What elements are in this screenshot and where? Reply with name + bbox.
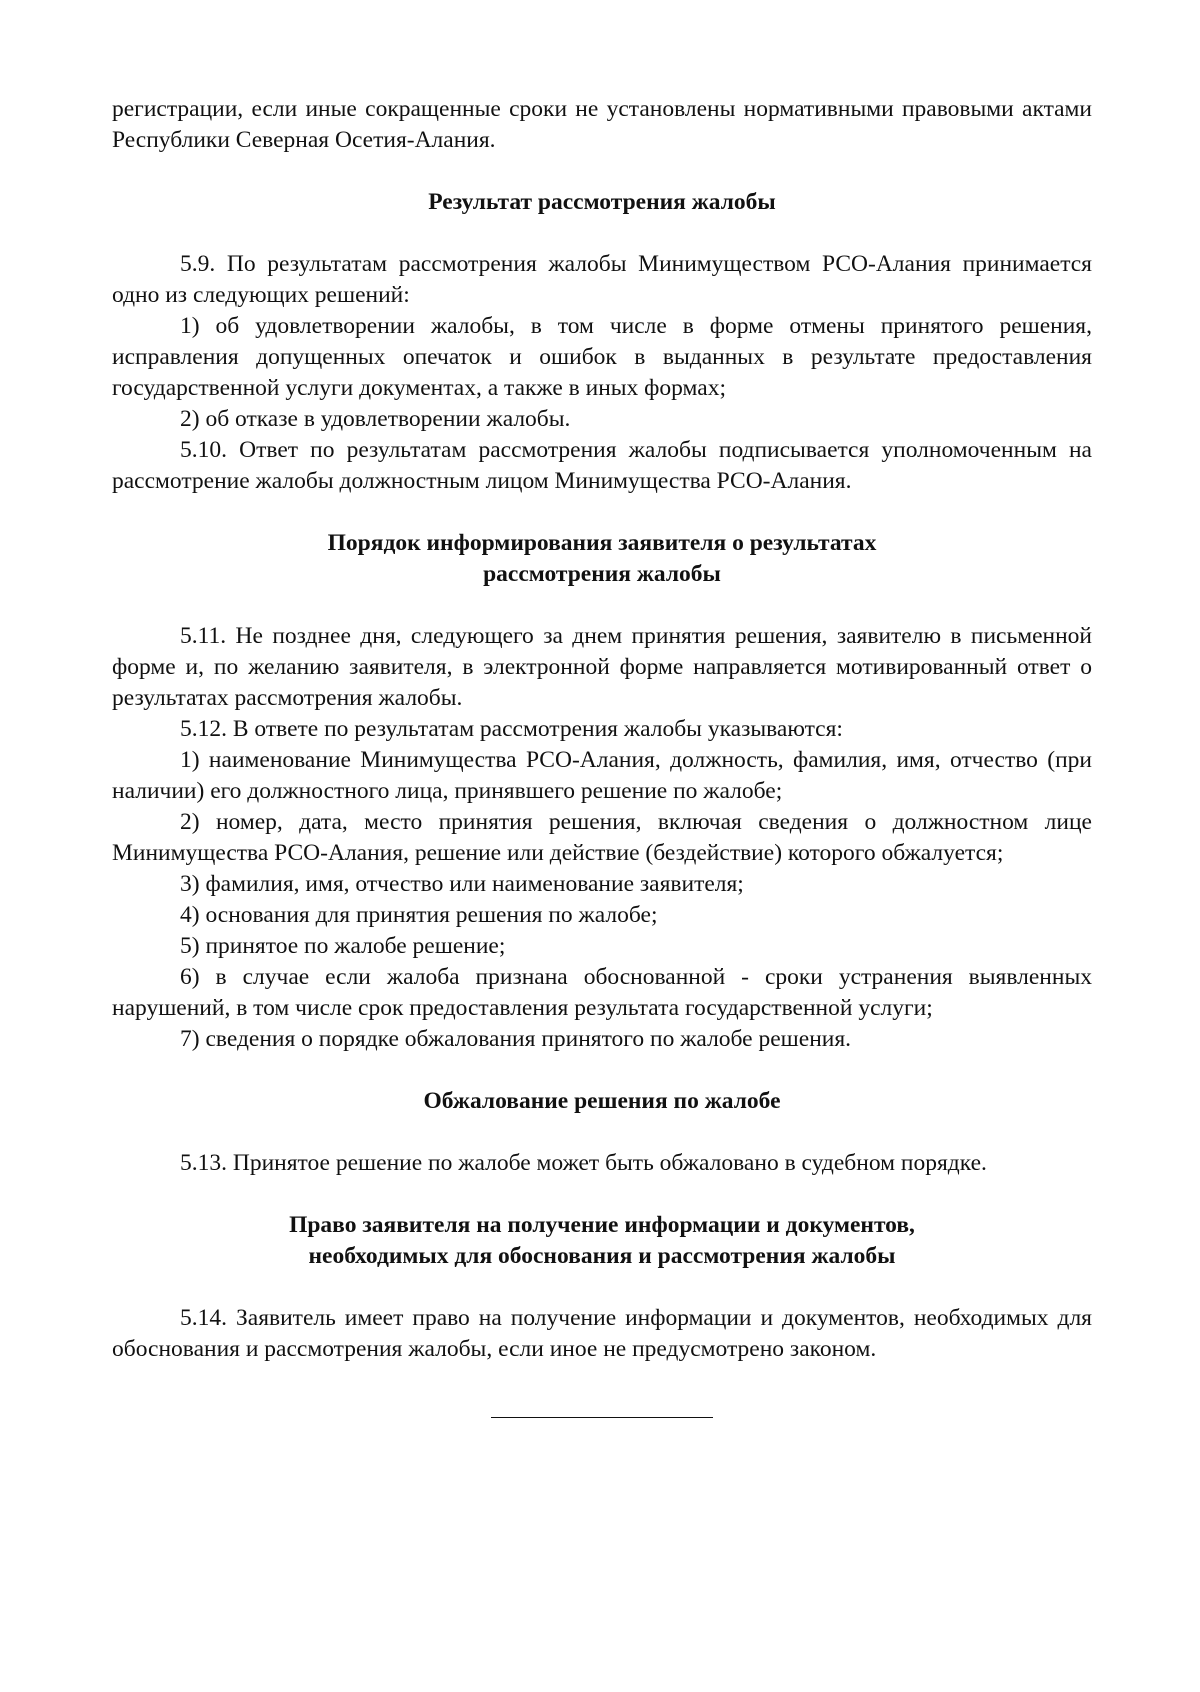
heading-right-line-1: Право заявителя на получение информации и документов, [289, 1212, 915, 1238]
paragraph-5-12-item-1: 1) наименование Минимущества РСО-Алания, должность, фамилия, имя, отчество (при наличии) его должностного лица, принявшего решение по жалобе; [112, 747, 1092, 804]
paragraph-5-9-item-2: 2) об отказе в удовлетворении жалобы. [180, 406, 571, 432]
heading-informing-applicant [112, 528, 1092, 590]
paragraph-5-12-item-7: 7) сведения о порядке обжалования принятого по жалобе решения. [180, 1026, 852, 1052]
paragraph-5-12: 5.12. В ответе по результатам рассмотрения жалобы указываются: [180, 716, 843, 742]
document-page [112, 94, 1092, 1418]
heading-informing-line-2: рассмотрения жалобы [483, 561, 721, 587]
paragraph-5-12-item-3: 3) фамилия, имя, отчество или наименование заявителя; [180, 871, 744, 897]
paragraph-5-12-item-6: 6) в случае если жалоба признана обоснованной - сроки устранения выявленных нарушений, в том числе срок предоставления результата государственной услуги; [112, 964, 1092, 1021]
heading-complaint-result: Результат рассмотрения жалобы [428, 189, 776, 215]
heading-applicant-right [112, 1210, 1092, 1272]
paragraph-5-9: 5.9. По результатам рассмотрения жалобы Минимуществом РСО-Алания принимается одно из следующих решений: [112, 251, 1092, 308]
heading-right-line-2: необходимых для обоснования и рассмотрения жалобы [308, 1243, 896, 1269]
heading-informing-line-1: Порядок информирования заявителя о результатах [327, 530, 877, 556]
paragraph-5-11: 5.11. Не позднее дня, следующего за днем принятия решения, заявителю в письменной форме и, по желанию заявителя, в электронной форме направляется мотивированный ответ о результатах рассмотрения жалобы. [112, 623, 1092, 711]
paragraph-5-9-item-1: 1) об удовлетворении жалобы, в том числе в форме отмены принятого решения, исправления допущенных опечаток и ошибок в выданных в результате предоставления государственной услуги документах, а также в иных формах; [112, 313, 1092, 401]
end-rule [491, 1417, 713, 1418]
paragraph-5-12-item-5: 5) принятое по жалобе решение; [180, 933, 506, 959]
paragraph-intro: регистрации, если иные сокращенные сроки не установлены нормативными правовыми актами Республики Северная Осетия-Алания. [112, 96, 1092, 153]
paragraph-5-13: 5.13. Принятое решение по жалобе может быть обжаловано в судебном порядке. [180, 1150, 987, 1176]
paragraph-5-10: 5.10. Ответ по результатам рассмотрения жалобы подписывается уполномоченным на рассмотрение жалобы должностным лицом Минимущества РСО-Алания. [112, 437, 1092, 494]
paragraph-5-12-item-4: 4) основания для принятия решения по жалобе; [180, 902, 658, 928]
paragraph-5-12-item-2: 2) номер, дата, место принятия решения, включая сведения о должностном лице Минимущества РСО-Алания, решение или действие (бездействие) которого обжалуется; [112, 809, 1092, 866]
heading-appeal: Обжалование решения по жалобе [423, 1088, 781, 1114]
paragraph-5-14: 5.14. Заявитель имеет право на получение информации и документов, необходимых для обоснования и рассмотрения жалобы, если иное не предусмотрено законом. [112, 1305, 1092, 1362]
